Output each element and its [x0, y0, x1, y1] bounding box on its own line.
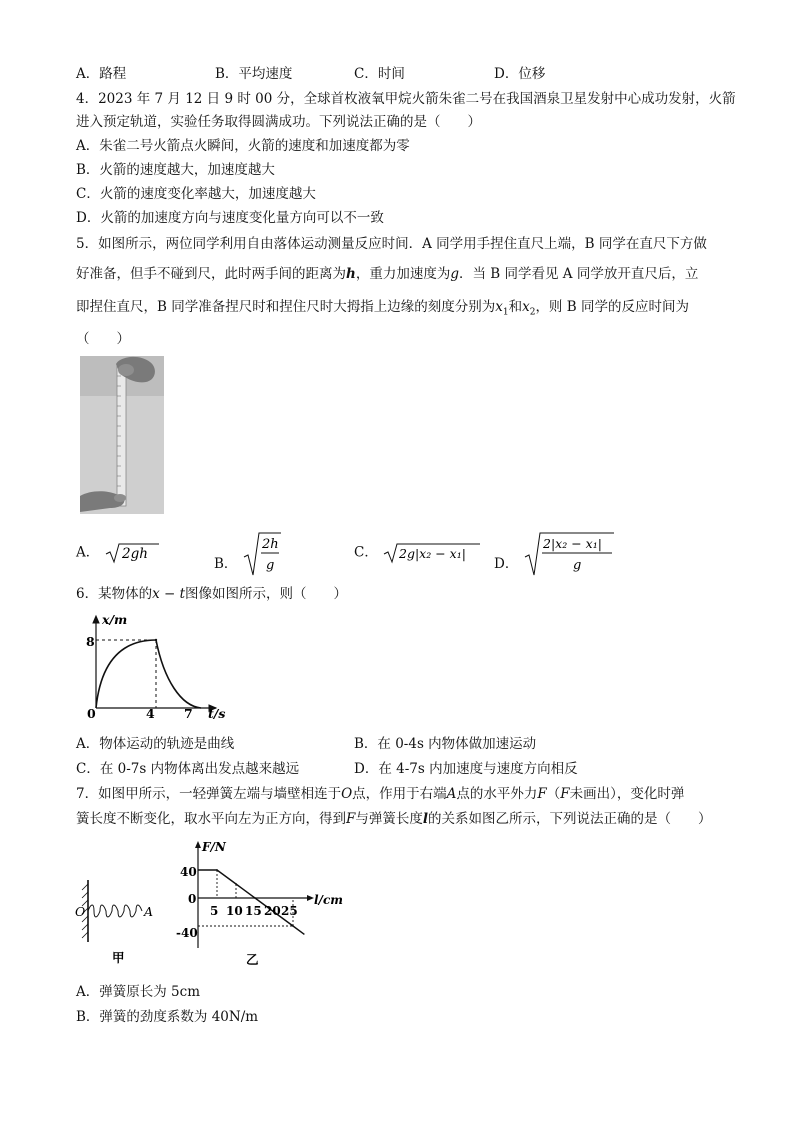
caption-jia: 甲: [112, 950, 125, 965]
var-F-3: F: [346, 811, 356, 827]
q5-option-b: [214, 531, 282, 577]
q7-line2-a: 簧长度不断变化，取水平向左为正方向，得到: [76, 811, 346, 827]
sqrt-2gh-text: 2gh: [121, 546, 148, 562]
q7-data-point: [235, 883, 237, 885]
q5-option-c-label: C．: [354, 544, 378, 561]
var-x1: x: [495, 299, 503, 315]
q7-xtick-25: 25: [281, 904, 298, 918]
q6-data-marks: [96, 639, 201, 708]
q5-line2-c: ．当 B 同学看见 A 同学放开直尺后，立: [458, 266, 699, 282]
q4-stem-line2: 进入预定轨道，实验任务取得圆满成功。下列说法正确的是（ ）: [76, 114, 481, 130]
q7-data-marks: [198, 869, 304, 934]
q5-option-d: [494, 531, 615, 577]
var-F: F: [537, 786, 547, 802]
frac-denominator-g: g: [265, 558, 275, 573]
q6-stem-b: 图像如图所示，则（ ）: [185, 586, 348, 602]
label-A: A: [144, 904, 154, 919]
q4-option-a: A．朱雀二号火箭点火瞬间，火箭的速度和加速度都为零: [76, 138, 410, 154]
frac-numerator-2h: 2h: [261, 537, 279, 552]
q4-stem-line1: 4．2023 年 7 月 12 日 9 时 00 分，全球首枚液氧甲烷火箭朱雀二号在我国酒泉卫星发射中心成功发射，火箭: [76, 91, 736, 107]
label-O: O: [75, 904, 86, 919]
q6-option-a: A．物体运动的轨迹是曲线: [76, 736, 235, 752]
q4-option-b: B．火箭的速度越大，加速度越大: [76, 162, 275, 178]
q5-line3-c: ，则 B 同学的反应时间为: [535, 299, 689, 315]
spring-coil: [88, 905, 142, 917]
q7-line1-c: 点的水平外力: [456, 786, 538, 802]
q5-option-a-label: A．: [76, 544, 100, 561]
q6-xtick-4: 4: [146, 706, 155, 721]
var-A: A: [446, 786, 457, 802]
q5-line2-a: 好准备，但手不碰到尺，此时两手间的距离为: [76, 266, 346, 282]
q7-xlabel: l/cm: [314, 893, 343, 907]
q6-origin: 0: [87, 706, 96, 721]
q3-option-c: C．时间: [354, 66, 405, 82]
q7-data-point: [292, 925, 294, 927]
sqrt-2h-over-g-formula: [242, 531, 282, 577]
q7-line1-a: 7．如图甲所示，一轻弹簧左端与墙壁相连于: [76, 786, 342, 802]
q3-option-d: D．位移: [494, 66, 546, 82]
q5-option-c: [354, 541, 482, 565]
q7-line-diagonal: [217, 870, 304, 934]
q7-ytick-40: 40: [180, 865, 197, 879]
q7-option-a: A．弹簧原长为 5cm: [76, 984, 200, 1000]
q5-option-d-label: D．: [494, 555, 519, 572]
q6-curve-rising: [96, 640, 156, 708]
sqrt-2g-abs-text: 2g|x₂ − x₁|: [399, 546, 467, 561]
q5-stem-line4: （ ）: [76, 331, 130, 347]
q7-figure-yi: [176, 836, 346, 972]
q7-xtick-5: 5: [210, 904, 219, 918]
q5-option-b-label: B．: [214, 555, 238, 572]
q7-stem-line2: [76, 809, 712, 829]
q6-xlabel: t/s: [208, 706, 226, 721]
q7-data-point: [216, 869, 218, 871]
q7-ytick-0: 0: [188, 892, 197, 906]
q6-option-c: C．在 0-7s 内物体离出发点越来越远: [76, 761, 300, 777]
q5-stem-line1: 5．如图所示，两位同学利用自由落体运动测量反应时间．A 同学用手捏住直尺上端，B 同学在直尺下方做: [76, 236, 707, 252]
q7-line1-b: 点，作用于右端: [352, 786, 447, 802]
sub-1: 1: [502, 307, 509, 318]
q7-option-b: B．弹簧的劲度系数为 40N/m: [76, 1009, 259, 1025]
q6-x-axis-arrow: [93, 616, 99, 623]
q7-xtick-10: 10: [226, 904, 243, 918]
q4-option-c: C．火箭的速度变化率越大，加速度越大: [76, 186, 316, 202]
q7-data-point: [254, 897, 256, 899]
q6-ylabel: x/m: [102, 612, 128, 627]
q6-stem-a: 6．某物体的: [76, 586, 153, 602]
q6-option-b: B．在 0-4s 内物体做加速运动: [354, 736, 537, 752]
var-x2: x: [522, 299, 530, 315]
var-l: l: [422, 811, 429, 827]
q6-peak-point: [155, 639, 157, 641]
q7-line1-d: （: [546, 786, 561, 802]
q7-l-axis-arrow: [307, 895, 314, 901]
q6-curve-falling: [156, 640, 201, 708]
sub-2: 2: [529, 307, 536, 318]
var-F-2: F: [560, 786, 570, 802]
sqrt-2gh-formula: [104, 541, 160, 565]
q5-stem-line3: [76, 297, 689, 323]
q6-option-d: D．在 4-7s 内加速度与速度方向相反: [354, 761, 578, 777]
q5-stem-line2: [76, 264, 698, 284]
q6-xtick-7: 7: [184, 706, 193, 721]
q4-option-d: D．火箭的加速度方向与速度变化量方向可以不一致: [76, 210, 384, 226]
q5-option-a: [76, 541, 160, 565]
q7-line2-b: 与弹簧长度: [355, 811, 423, 827]
var-O: O: [341, 786, 353, 802]
frac-denominator-g-d: g: [572, 558, 581, 573]
q7-xtick-15: 15: [245, 904, 262, 918]
q5-line3-b: 和: [508, 299, 523, 315]
ruler-experiment-photo: [80, 356, 164, 514]
q3-option-b: B．平均速度: [215, 66, 293, 82]
q7-line1-e: 未画出），变化时弹: [569, 786, 685, 802]
q7-stem-line1: [76, 784, 684, 804]
q6-xt-graph: [80, 612, 230, 724]
q5-line2-b: ，重力加速度为: [355, 266, 451, 282]
sqrt-2g-abs-formula: [382, 541, 482, 565]
q7-ytick-neg40: -40: [176, 926, 198, 940]
var-x-t: x − t: [152, 586, 186, 602]
q7-xtick-20: 20: [264, 904, 281, 918]
ruler-photo-illustration: [80, 356, 164, 514]
frac-numerator-2abs: 2|x₂ − x₁|: [542, 536, 602, 551]
var-g: g: [450, 266, 459, 282]
q6-stem: [76, 584, 347, 604]
q3-option-a: A．路程: [76, 66, 127, 82]
q7-ylabel: F/N: [202, 840, 226, 854]
q7-line2-c: 的关系如图乙所示，下列说法正确的是（ ）: [428, 811, 712, 827]
caption-yi: 乙: [246, 952, 259, 967]
sqrt-2abs-over-g-formula: [523, 531, 615, 577]
q7-figure-jia: [74, 876, 164, 968]
q6-ytick-8: 8: [86, 634, 95, 649]
q5-line3-a: 即捏住直尺，B 同学准备捏尺时和捏住尺时大拇指上边缘的刻度分别为: [76, 299, 496, 315]
q7-F-axis-arrow: [195, 841, 201, 848]
var-h: h: [346, 266, 356, 282]
